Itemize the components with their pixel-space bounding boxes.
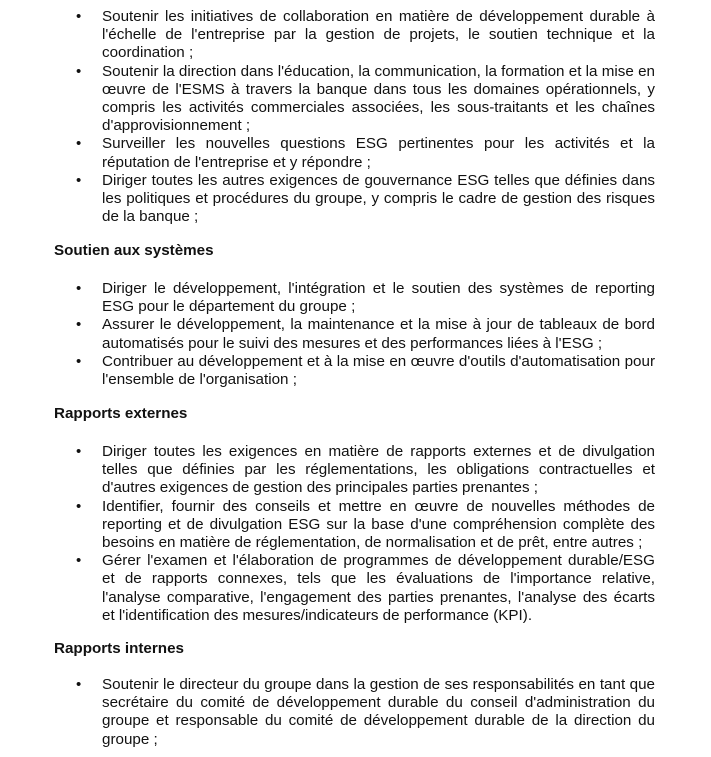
list-item: • Assurer le développement, la maintenance et la mise à jour de tableaux de bord automatisés pour le suivi des mesures et des performances liées à l'ESG ; (0, 316, 711, 352)
section-heading-internal: Rapports internes (54, 640, 184, 657)
list-item: • Soutenir le directeur du groupe dans la gestion de ses responsabilités en tant que secrétaire du comité de développement durable du conseil d'administration du groupe et responsable du comité de développement durable de la direction du groupe ; (0, 676, 711, 749)
intro-bullet-list (0, 8, 711, 226)
list-item: • Soutenir la direction dans l'éducation, la communication, la formation et la mise en œuvre de l'ESMS à travers la banque dans tous les domaines opérationnels, y compris les activités commerciales associées, les sous-traitants et les chaînes d'approvisionnement ; (0, 63, 711, 136)
list-item: • Diriger toutes les autres exigences de gouvernance ESG telles que définies dans les politiques et procédures du groupe, y compris le cadre de gestion des risques de la banque ; (0, 172, 711, 227)
section-heading-external: Rapports externes (54, 405, 188, 422)
section-heading-systems: Soutien aux systèmes (54, 242, 214, 259)
list-item: • Soutenir les initiatives de collaboration en matière de développement durable à l'échelle de l'entreprise par la gestion de projets, le soutien technique et la coordination ; (0, 8, 711, 63)
list-item: • Diriger le développement, l'intégration et le soutien des systèmes de reporting ESG pour le département du groupe ; (0, 280, 711, 316)
list-item: • Diriger toutes les exigences en matière de rapports externes et de divulgation telles que définies par les réglementations, les obligations contractuelles et d'autres exigences de gestion des principales parties prenantes ; (0, 443, 711, 498)
systems-bullet-list (0, 280, 711, 389)
internal-bullet-list (0, 676, 711, 749)
list-item: • Gérer l'examen et l'élaboration de programmes de développement durable/ESG et de rapports connexes, tels que les évaluations de l'importance relative, l'analyse comparative, l'engagement des parties prenantes, l'analyse des écarts et l'identification des mesures/indicateurs de performance (KPI). (0, 552, 711, 625)
list-item: • Contribuer au développement et à la mise en œuvre d'outils d'automatisation pour l'ensemble de l'organisation ; (0, 353, 711, 389)
external-bullet-list (0, 443, 711, 625)
list-item: • Identifier, fournir des conseils et mettre en œuvre de nouvelles méthodes de reporting et de divulgation ESG sur la base d'une compréhension complète des besoins en matière de réglementation, de normalisation et de prêt, entre autres ; (0, 498, 711, 553)
list-item: • Surveiller les nouvelles questions ESG pertinentes pour les activités et la réputation de l'entreprise et y répondre ; (0, 135, 711, 171)
